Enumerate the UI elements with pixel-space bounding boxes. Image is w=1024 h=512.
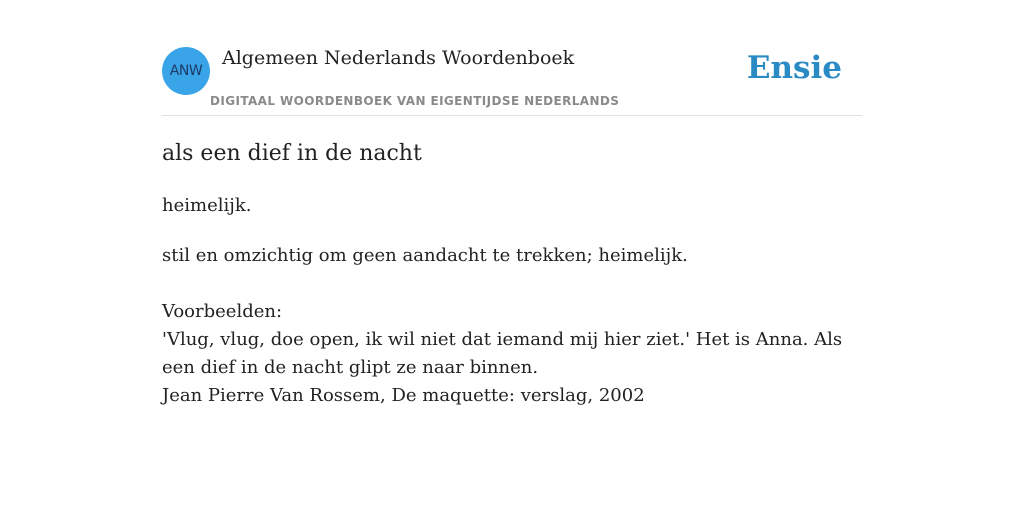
definition-text: stil en omzichtig om geen aandacht te trekken; heimelijk.	[162, 245, 688, 266]
example-text: 'Vlug, vlug, doe open, ik wil niet dat iemand mij hier ziet.' Het is Anna. Als een dief in de nacht glipt ze naar binnen.	[162, 329, 843, 378]
example-source: Jean Pierre Van Rossem, De maquette: verslag, 2002	[162, 385, 645, 406]
short-definition: heimelijk.	[162, 195, 252, 216]
site-subtitle: DIGITAAL WOORDENBOEK VAN EIGENTIJDSE NEDERLANDS	[210, 94, 620, 108]
spacer	[162, 270, 862, 298]
examples-label: Voorbeelden:	[162, 301, 283, 322]
anw-logo[interactable]	[162, 47, 210, 95]
logo-text: ANW	[169, 63, 203, 79]
header	[162, 44, 862, 116]
entry-title: als een dief in de nacht	[162, 141, 422, 166]
site-title[interactable]: Algemeen Nederlands Woordenboek	[222, 47, 575, 69]
definition-block	[162, 242, 862, 410]
ensie-brand-link[interactable]: Ensie	[746, 50, 842, 86]
